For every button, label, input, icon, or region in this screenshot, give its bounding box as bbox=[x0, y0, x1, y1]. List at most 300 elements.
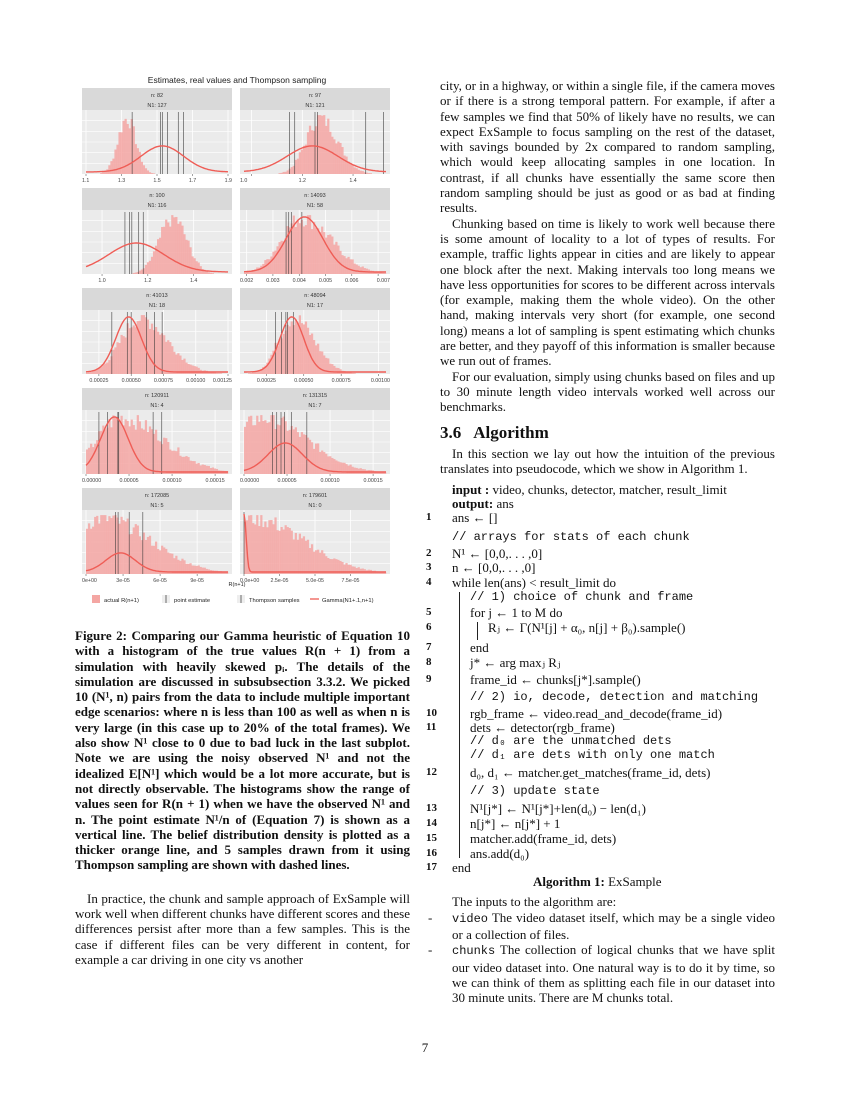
x-tick-label: 5.0e-05 bbox=[306, 578, 324, 584]
histogram-bar bbox=[202, 568, 204, 574]
x-tick-label: 0.00100 bbox=[186, 378, 206, 384]
histogram-bar bbox=[354, 167, 356, 174]
x-tick-label: 1.1 bbox=[82, 178, 90, 184]
histogram-bar bbox=[317, 443, 319, 474]
histogram-bar bbox=[309, 440, 311, 474]
facet-n-label: n: 172085 bbox=[144, 493, 170, 499]
histogram-bar bbox=[147, 320, 149, 374]
histogram-bar bbox=[167, 442, 169, 474]
histogram-bar bbox=[141, 270, 143, 274]
line-number: 3 bbox=[426, 561, 432, 574]
code-statement: N¹[j*] ← N¹[j*]+len(d₀) − len(d₁) bbox=[470, 801, 646, 817]
histogram-bar bbox=[196, 261, 198, 274]
histogram-bar bbox=[349, 259, 351, 274]
histogram-bar bbox=[303, 536, 305, 574]
histogram-bar bbox=[283, 530, 285, 574]
histogram-bar bbox=[299, 152, 301, 174]
histogram-bar bbox=[86, 449, 88, 474]
x-tick-label: 0.00015 bbox=[363, 478, 383, 484]
facet-N1-label: N1: 18 bbox=[148, 303, 166, 309]
histogram-bar bbox=[159, 550, 161, 574]
histogram-bar bbox=[321, 550, 323, 574]
facet-n-label: n: 82 bbox=[150, 93, 164, 99]
x-tick-label: 0.00050 bbox=[121, 378, 141, 384]
histogram-bar bbox=[347, 257, 349, 274]
histogram-bar bbox=[313, 340, 315, 374]
histogram-bar bbox=[200, 567, 202, 574]
facet-n-label: n: 97 bbox=[308, 93, 322, 99]
histogram-bar bbox=[153, 251, 155, 274]
line-number: 11 bbox=[426, 721, 437, 734]
histogram-bar bbox=[165, 549, 167, 574]
histogram-bar bbox=[171, 554, 173, 574]
histogram-bar bbox=[360, 267, 362, 274]
x-tick-label: 7.5e-05 bbox=[341, 578, 360, 584]
histogram-bar bbox=[104, 429, 106, 474]
histogram-bar bbox=[155, 542, 157, 574]
histogram-bar bbox=[321, 451, 323, 474]
histogram-bar bbox=[354, 567, 356, 574]
histogram-bar bbox=[212, 468, 214, 474]
histogram-bar bbox=[167, 340, 169, 374]
histogram-bar bbox=[289, 528, 291, 574]
histogram-bar bbox=[266, 423, 268, 474]
histogram-bar bbox=[210, 468, 212, 474]
histogram-bar bbox=[127, 519, 129, 574]
histogram-bar bbox=[335, 368, 337, 374]
x-tick-label: 1.5 bbox=[153, 178, 161, 184]
histogram-bar bbox=[94, 517, 96, 574]
list-text: The video dataset itself, which may be a single video or a collection of files. bbox=[452, 909, 776, 943]
histogram-bar bbox=[169, 553, 171, 574]
histogram-bar bbox=[108, 419, 110, 474]
histogram-bar bbox=[323, 115, 325, 174]
line-number: 7 bbox=[426, 641, 432, 654]
histogram-bar bbox=[360, 468, 362, 474]
histogram-bar bbox=[159, 441, 161, 474]
histogram-bar bbox=[177, 447, 179, 474]
facet-N1-label: N1: 7 bbox=[308, 403, 322, 409]
histogram-bar bbox=[179, 456, 181, 474]
histogram-bar bbox=[313, 222, 315, 274]
x-tick-label: 0.00005 bbox=[277, 478, 297, 484]
histogram-bar bbox=[155, 430, 157, 474]
histogram-bar bbox=[189, 247, 191, 274]
histogram-bar bbox=[319, 232, 321, 274]
legend-key-histogram bbox=[92, 595, 100, 603]
histogram-bar bbox=[100, 173, 102, 174]
histogram-bar bbox=[169, 342, 171, 374]
histogram-bar bbox=[131, 534, 133, 574]
histogram-bar bbox=[191, 256, 193, 274]
histogram-bar bbox=[352, 373, 354, 374]
histogram-bar bbox=[266, 527, 268, 574]
histogram-bar bbox=[171, 346, 173, 374]
histogram-bar bbox=[354, 264, 356, 274]
histogram-bar bbox=[264, 522, 266, 574]
histogram-bar bbox=[120, 335, 122, 374]
histogram-bar bbox=[311, 544, 313, 574]
x-tick-label: 0.00000 bbox=[82, 478, 102, 484]
section-title: Algorithm bbox=[473, 422, 549, 442]
histogram-bar bbox=[173, 451, 175, 474]
x-tick-label: 0.00010 bbox=[162, 478, 182, 484]
histogram-bar bbox=[256, 515, 258, 574]
x-tick-label: 0.007 bbox=[376, 278, 390, 284]
algorithm-input bbox=[452, 482, 727, 497]
histogram-bar bbox=[356, 568, 358, 574]
list-text: The collection of logical chunks that we have split our video dataset into. One natural way is to do it by time, so we can think of them as splitting each file in our dataset into 30 minute units. There are M chunks total. bbox=[452, 942, 776, 1006]
code-statement: for j ← 1 to M do bbox=[470, 605, 563, 621]
histogram-bar bbox=[92, 371, 94, 374]
for-block-bar bbox=[477, 622, 478, 640]
histogram-bar bbox=[343, 256, 345, 274]
histogram-bar bbox=[299, 534, 301, 574]
histogram-bar bbox=[331, 137, 333, 174]
line-number: 9 bbox=[426, 673, 432, 686]
histogram-bar bbox=[297, 323, 299, 374]
histogram-bar bbox=[125, 419, 127, 474]
histogram-bar bbox=[177, 353, 179, 374]
histogram-bar bbox=[329, 132, 331, 174]
histogram-bar bbox=[254, 524, 256, 574]
histogram-bar bbox=[157, 441, 159, 474]
histogram-bar bbox=[157, 239, 159, 274]
histogram-bar bbox=[143, 165, 145, 174]
code-statement: d₀, d₁ ← matcher.get_matches(frame_id, dets) bbox=[470, 765, 711, 781]
code-statement: n ← [0,0,. . . ,0] bbox=[452, 560, 536, 576]
histogram-bar bbox=[345, 157, 347, 174]
histogram-bar bbox=[252, 372, 254, 374]
x-tick-label: 1.7 bbox=[188, 178, 197, 184]
facet-N1-label: N1: 5 bbox=[150, 503, 164, 509]
paragraph: Chunking based on time is likely to work well because there is some amount of locality to a lot of types of results. For example, traffic lights appear in cities and are likely to appear one block after the next. Making intervals too long means we have less opportunities for scores to be different across intervals (for example, making them the whole video). On the other hand, making intervals very short (for example, one second long) means a lot of sampling is spent estimating which chunks are better, and they payoff of this information is smaller because we run out of frames. bbox=[440, 215, 775, 369]
histogram-bar bbox=[88, 523, 90, 574]
histogram-bar bbox=[163, 547, 165, 574]
histogram-bar bbox=[175, 451, 177, 474]
histogram-bar bbox=[250, 416, 252, 474]
histogram-bar bbox=[110, 427, 112, 474]
histogram-bar bbox=[258, 422, 260, 474]
x-tick-label: 0.00125 bbox=[212, 378, 232, 384]
paragraph: city, or in a highway, or within a single file, if the camera moves or if there is a strong temporal pattern. For example, if after a few samples we find that 50% of likely have no results, we can expect ExSample to focus sampling on the rest of the dataset, with savings bounded by 2x compared to random sampling, which would keep allocating samples in one location. In contrast, if all chunks have essentially the same score then random sampling should be just as good or as bad at finding results. bbox=[440, 78, 775, 216]
facet-n-label: n: 14093 bbox=[304, 193, 326, 199]
histogram-bar bbox=[315, 228, 317, 274]
histogram-bar bbox=[116, 342, 118, 374]
histogram-bar bbox=[133, 273, 135, 274]
algorithm-output bbox=[452, 496, 514, 511]
histogram-bar bbox=[362, 266, 364, 274]
facet-N1-label: N1: 0 bbox=[308, 503, 322, 509]
histogram-bar bbox=[285, 238, 287, 274]
histogram-bar bbox=[147, 170, 149, 174]
histogram-bar bbox=[368, 173, 370, 174]
histogram-bar bbox=[218, 373, 220, 374]
histogram-bar bbox=[133, 325, 135, 374]
histogram-bar bbox=[167, 553, 169, 574]
facet-n-label: n: 120911 bbox=[144, 393, 170, 399]
histogram-bar bbox=[206, 272, 208, 274]
x-axis-label: R(n+1) bbox=[228, 582, 246, 588]
page-number: 7 bbox=[421, 1040, 429, 1055]
facet-panel bbox=[240, 388, 390, 476]
facet-panel bbox=[82, 188, 232, 276]
histogram-bar bbox=[333, 139, 335, 174]
histogram-bar bbox=[110, 518, 112, 574]
histogram-bar bbox=[149, 172, 151, 174]
histogram-bar bbox=[110, 161, 112, 174]
code-statement: frame_id ← chunks[j*].sample() bbox=[470, 672, 641, 688]
line-number: 17 bbox=[426, 861, 437, 874]
histogram-bar bbox=[384, 273, 386, 274]
histogram-bar bbox=[145, 168, 147, 174]
histogram-bar bbox=[244, 427, 246, 474]
histogram-bar bbox=[214, 468, 216, 474]
histogram-bar bbox=[151, 257, 153, 274]
histogram-bar bbox=[108, 165, 110, 174]
histogram-bar bbox=[191, 566, 193, 574]
caption-text: ExSample bbox=[608, 874, 662, 890]
histogram-bar bbox=[175, 355, 177, 374]
histogram-bar bbox=[179, 222, 181, 274]
histogram-bar bbox=[165, 342, 167, 374]
histogram-bar bbox=[274, 429, 276, 474]
histogram-bar bbox=[352, 566, 354, 574]
right-column-text bbox=[426, 78, 776, 1006]
histogram-bar bbox=[297, 159, 299, 174]
line-number: 6 bbox=[426, 621, 432, 634]
histogram-bar bbox=[289, 326, 291, 374]
facet-panel bbox=[240, 88, 390, 176]
while-block-bar bbox=[459, 592, 460, 858]
histogram-bar bbox=[171, 215, 173, 274]
histogram-bar bbox=[289, 430, 291, 474]
facet-N1-label: N1: 121 bbox=[305, 103, 325, 109]
histogram-bar bbox=[283, 241, 285, 274]
histogram-bar bbox=[301, 150, 303, 174]
histogram-bar bbox=[163, 335, 165, 374]
histogram-bar bbox=[319, 553, 321, 574]
histogram-bar bbox=[291, 531, 293, 574]
histogram-bar bbox=[86, 529, 88, 574]
histogram-bar bbox=[102, 172, 104, 174]
histogram-bar bbox=[295, 227, 297, 274]
x-tick-label: 2.5e-05 bbox=[270, 578, 289, 584]
histogram-bar bbox=[352, 259, 354, 274]
histogram-bar bbox=[108, 516, 110, 574]
histogram-bar bbox=[309, 215, 311, 274]
histogram-bar bbox=[125, 522, 127, 574]
x-tick-label: 0.00010 bbox=[320, 478, 340, 484]
histogram-bar bbox=[139, 152, 141, 174]
section-heading bbox=[440, 422, 775, 442]
histogram-bar bbox=[177, 224, 179, 274]
facet-panel bbox=[82, 488, 232, 576]
histogram-bar bbox=[349, 373, 351, 374]
code-comment: // d₁ are dets with only one match bbox=[470, 748, 715, 763]
histogram-bar bbox=[153, 173, 155, 174]
histogram-bar bbox=[293, 429, 295, 474]
x-tick-label: 1.2 bbox=[144, 278, 152, 284]
histogram-bar bbox=[264, 420, 266, 474]
histogram-bar bbox=[276, 530, 278, 574]
histogram-bar bbox=[127, 323, 129, 374]
histogram-bar bbox=[175, 217, 177, 274]
histogram-bar bbox=[90, 529, 92, 574]
histogram-bar bbox=[208, 466, 210, 474]
list-item-chunks bbox=[440, 942, 775, 1005]
histogram-bar bbox=[194, 366, 196, 374]
histogram-bar bbox=[311, 334, 313, 374]
figure-2 bbox=[72, 70, 402, 610]
histogram-bar bbox=[305, 225, 307, 274]
histogram-bar bbox=[112, 159, 114, 174]
histogram-bar bbox=[165, 438, 167, 474]
histogram-bar bbox=[145, 265, 147, 274]
x-tick-label: 0.00015 bbox=[205, 478, 225, 484]
x-tick-label: 0.0e+00 bbox=[240, 578, 260, 584]
histogram-bar bbox=[343, 156, 345, 174]
histogram-bar bbox=[133, 126, 135, 174]
histogram-bar bbox=[214, 373, 216, 374]
histogram-bar bbox=[173, 352, 175, 374]
histogram-bar bbox=[183, 234, 185, 274]
histogram-bar bbox=[139, 421, 141, 474]
code-comment: // 2) io, decode, detection and matching bbox=[470, 690, 759, 705]
facet-n-label: n: 41013 bbox=[146, 293, 168, 299]
facet-panels bbox=[82, 88, 390, 576]
line-number: 5 bbox=[426, 606, 432, 619]
histogram-bar bbox=[149, 329, 151, 374]
line-number: 14 bbox=[426, 817, 437, 830]
histogram-bar bbox=[102, 515, 104, 574]
histogram-bar bbox=[171, 451, 173, 474]
histogram-bar bbox=[285, 421, 287, 474]
histogram-bar bbox=[244, 273, 246, 274]
facet-panel bbox=[240, 288, 390, 376]
histogram-bar bbox=[268, 520, 270, 574]
histogram-bar bbox=[327, 235, 329, 274]
histogram-bar bbox=[135, 327, 137, 374]
facet-panel bbox=[82, 388, 232, 476]
algorithm-1 bbox=[426, 482, 775, 890]
histogram-bar bbox=[260, 266, 262, 274]
histogram-bar bbox=[135, 524, 137, 574]
histogram-bar bbox=[285, 172, 287, 174]
histogram-bar bbox=[276, 246, 278, 274]
histogram-bar bbox=[305, 541, 307, 574]
facet-N1-label: N1: 17 bbox=[306, 303, 324, 309]
line-number: 8 bbox=[426, 656, 432, 669]
histogram-bar bbox=[268, 422, 270, 474]
code-statement: matcher.add(frame_id, dets) bbox=[470, 831, 617, 847]
input-keyword: input : bbox=[452, 482, 490, 498]
histogram-bar bbox=[345, 258, 347, 274]
histogram-bar bbox=[112, 516, 114, 574]
histogram-bar bbox=[135, 273, 137, 274]
histogram-bar bbox=[220, 373, 222, 374]
section-number: 3.6 bbox=[440, 422, 462, 442]
histogram-bar bbox=[341, 147, 343, 174]
histogram-bar bbox=[206, 466, 208, 474]
algorithm-caption bbox=[533, 874, 662, 889]
line-number: 13 bbox=[426, 802, 437, 815]
histogram-bar bbox=[299, 223, 301, 274]
histogram-bar bbox=[139, 321, 141, 374]
histogram-bar bbox=[278, 173, 280, 174]
histogram-bar bbox=[196, 367, 198, 374]
code-statement: ans ← [] bbox=[452, 510, 498, 526]
histogram-bar bbox=[133, 527, 135, 574]
histogram-bar bbox=[262, 527, 264, 574]
histogram-bar bbox=[161, 546, 163, 574]
histogram-bar bbox=[274, 517, 276, 574]
line-number: 12 bbox=[426, 766, 437, 779]
histogram-bar bbox=[196, 566, 198, 574]
line-number: 2 bbox=[426, 547, 432, 560]
histogram-bar bbox=[114, 418, 116, 474]
code-statement: j* ← arg maxⱼ Rⱼ bbox=[470, 655, 561, 671]
histogram-bar bbox=[102, 365, 104, 374]
histogram-bar bbox=[123, 425, 125, 474]
facet-panel bbox=[82, 88, 232, 176]
histogram-bar bbox=[92, 527, 94, 574]
output-value: ans bbox=[496, 496, 514, 512]
code-statement: Rⱼ ← Γ(N¹[j] + α₀, n[j] + β₀).sample() bbox=[488, 620, 686, 636]
histogram-bar bbox=[311, 130, 313, 174]
x-tick-label: 0.00005 bbox=[119, 478, 139, 484]
histogram-bar bbox=[145, 420, 147, 474]
histogram-bar bbox=[175, 556, 177, 574]
x-tick-label: 0.006 bbox=[345, 278, 359, 284]
histogram-bar bbox=[356, 468, 358, 474]
histogram-bar bbox=[337, 246, 339, 274]
code-statement: ans.add(d₀) bbox=[470, 846, 530, 862]
histogram-bar bbox=[358, 266, 360, 274]
code-comment: // d₀ are the unmatched dets bbox=[470, 734, 672, 749]
histogram-bar bbox=[151, 173, 153, 174]
histogram-bar bbox=[303, 226, 305, 274]
histogram-bar bbox=[287, 527, 289, 574]
histogram-bar bbox=[278, 425, 280, 474]
histogram-bar bbox=[250, 515, 252, 574]
x-tick-label: 3e-05 bbox=[116, 578, 130, 584]
list-item-video bbox=[440, 910, 775, 943]
histogram-bar bbox=[149, 426, 151, 474]
facet-histogram-chart bbox=[72, 70, 402, 610]
histogram-bar bbox=[276, 346, 278, 374]
histogram-bar bbox=[307, 215, 309, 274]
histogram-bar bbox=[129, 328, 131, 374]
histogram-bar bbox=[161, 227, 163, 274]
histogram-bar bbox=[347, 466, 349, 474]
x-tick-label: 0.005 bbox=[318, 278, 333, 284]
x-tick-label: 0.00100 bbox=[370, 378, 390, 384]
line-number: 16 bbox=[426, 847, 437, 860]
histogram-bar bbox=[139, 271, 141, 274]
histogram-bar bbox=[147, 262, 149, 274]
histogram-bar bbox=[293, 539, 295, 574]
histogram-bar bbox=[149, 261, 151, 274]
histogram-bar bbox=[147, 432, 149, 474]
x-tick-label: 6e-05 bbox=[153, 578, 167, 584]
histogram-bar bbox=[311, 229, 313, 274]
x-tick-label: 9e-05 bbox=[190, 578, 204, 584]
histogram-bar bbox=[329, 235, 331, 274]
histogram-bar bbox=[252, 523, 254, 574]
histogram-bar bbox=[262, 421, 264, 474]
histogram-bar bbox=[141, 162, 143, 174]
